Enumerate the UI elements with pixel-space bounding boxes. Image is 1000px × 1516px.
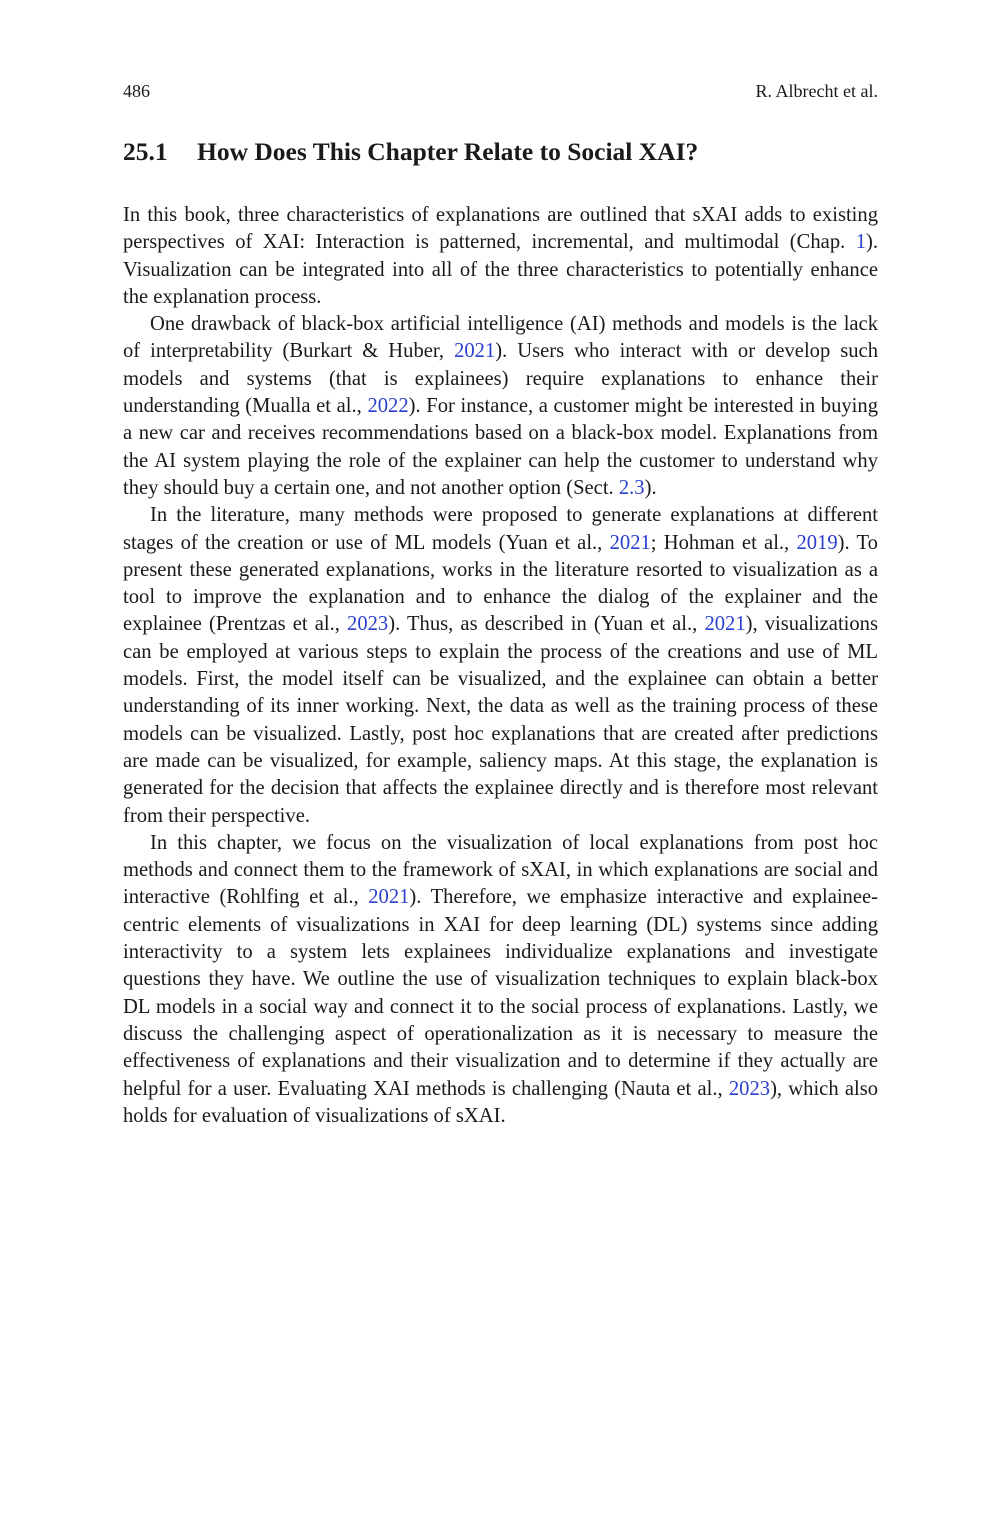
paragraph-text: ). [644, 476, 657, 499]
paragraph-text: ). For instance, a customer might be interested in buying a new car and receives recommendations based on a black-box model. Explanations from the AI system playing the role of the explainer can help the customer to understand why they should buy a certain one, and not another option (Sect. [123, 395, 878, 499]
paragraph-text: In this chapter, we focus on the visualization of local explanations from post hoc methods and connect them to the framework of sXAI, in which explanations are social and interactive (Rohlfing et al., [123, 831, 878, 909]
section-title: How Does This Chapter Relate to Social XAI? [197, 137, 699, 166]
paragraph-text: In the literature, many methods were proposed to generate explanations at different stages of the creation or use of ML models (Yuan et al., [123, 504, 878, 554]
citation-link[interactable]: 2022 [367, 395, 409, 418]
section-heading [123, 136, 878, 168]
paragraph-text: One drawback of black-box artificial intelligence (AI) methods and models is the lack of interpretability (Burkart & Huber, [123, 313, 878, 363]
citation-link[interactable]: 2021 [609, 531, 651, 554]
paragraph-text: ). Therefore, we emphasize interactive and explainee-centric elements of visualizations in XAI for deep learning (DL) systems since adding interactivity to a system lets explainees individualize explanations and investigate questions they have. We outline the use of visualization techniques to explain black-box DL models in a social way and connect it to the social process of explanations. Lastly, we discuss the challenging aspect of operationalization as it is necessary to measure the effectiveness of explanations and their visualization and to determine if they actually are helpful for a user. Evaluating XAI methods is challenging (Nauta et al., [123, 886, 878, 1100]
citation-link[interactable]: 2023 [728, 1077, 771, 1100]
running-author: R. Albrecht et al. [755, 81, 878, 101]
citation-link[interactable]: 2.3 [618, 476, 645, 499]
body-text [123, 202, 878, 1130]
paragraph-text: ; Hohman et al., [650, 531, 797, 554]
paragraph [123, 830, 878, 1130]
citation-link[interactable]: 2021 [368, 886, 410, 909]
paragraph-text: ), which also holds for evaluation of visualizations of sXAI. [123, 1077, 879, 1127]
section-number: 25.1 [123, 137, 168, 166]
paragraph [123, 311, 878, 502]
running-head [123, 80, 878, 102]
paragraph-text: ). Visualization can be integrated into all of the three characteristics to potentially enhance the explanation process. [123, 231, 878, 308]
citation-link[interactable]: 2021 [454, 340, 496, 363]
paragraph-text: ). To present these generated explanations, works in the literature resorted to visualization as a tool to improve the explanation and to enhance the dialog of the explainer and the explainee (Prentzas et al., [123, 531, 878, 636]
paragraph-text: ). Thus, as described in (Yuan et al., [388, 613, 705, 636]
citation-link[interactable]: 2019 [796, 531, 838, 554]
paragraph [123, 202, 878, 311]
paragraph-text: In this book, three characteristics of explanations are outlined that sXAI adds to existing perspectives of XAI: Interaction is patterned, incremental, and multimodal (Chap. [123, 204, 878, 254]
paragraph-text: ). Users who interact with or develop such models and systems (that is explainees) require explanations to enhance their understanding (Mualla et al., [123, 340, 878, 418]
paragraph [123, 502, 878, 830]
citation-link[interactable]: 2021 [704, 613, 746, 636]
page-number: 486 [123, 81, 150, 101]
citation-link[interactable]: 2023 [347, 613, 389, 636]
citation-link[interactable]: 1 [855, 231, 866, 254]
paragraph-text: ), visualizations can be employed at various steps to explain the process of the creations and use of ML models. First, the model itself can be visualized, and the explainee can obtain a better understanding of its inner working. Next, the data as well as the training process of these models can be visualized. Lastly, post hoc explanations that are created after predictions are made can be visualized, for example, saliency maps. At this stage, the explanation is generated for the decision that affects the explainee directly and is therefore most relevant from their perspective. [123, 613, 878, 827]
